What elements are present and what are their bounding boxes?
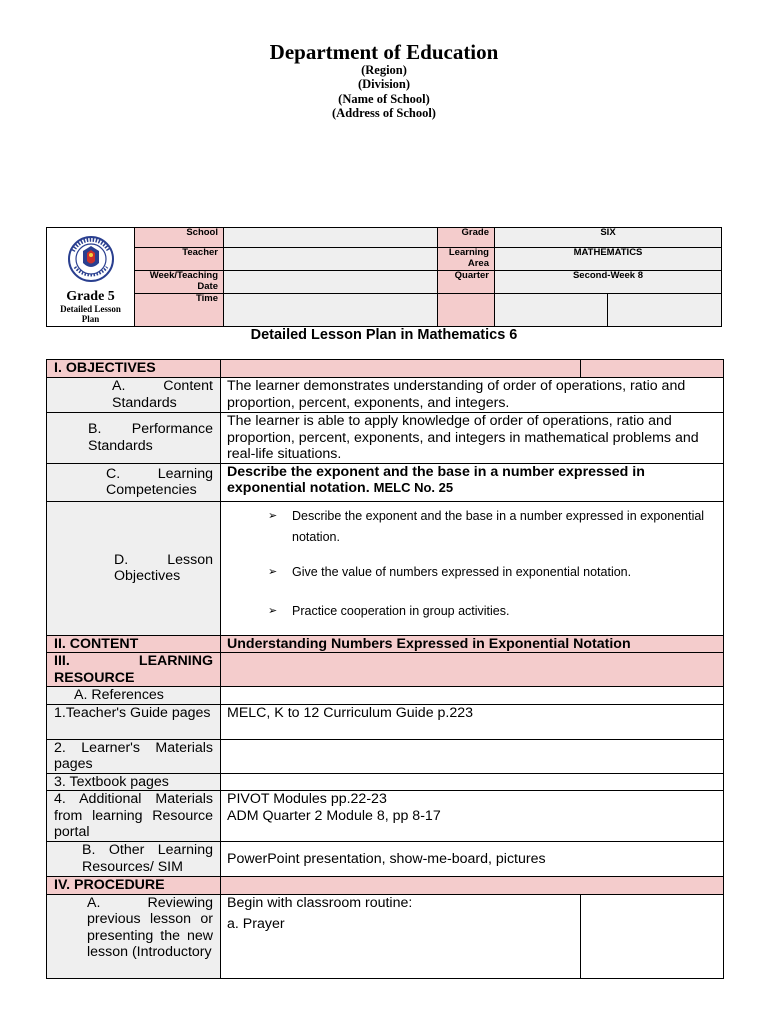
lesson-objectives-list <box>221 506 723 622</box>
quarter-value[interactable]: Second-Week 8 <box>495 271 722 294</box>
reviewing-label: A. Reviewing previous lesson or presenting the new lesson (Introductory <box>87 894 213 960</box>
references-value <box>221 687 724 705</box>
learners-materials-label: 2. Learner's Materials pages <box>54 739 213 772</box>
lesson-plan-table <box>46 359 724 979</box>
plan-title: Detailed Lesson Plan in Mathematics 6 <box>250 327 518 343</box>
content-standards-value: The learner demonstrates understanding of order of operations, ratio and proportion, percent, exponents, and integers. <box>221 378 724 413</box>
school-info-table <box>46 227 722 327</box>
region-line: (Region) <box>361 63 407 77</box>
other-resources-label-cell <box>47 842 221 877</box>
learning-area-label: Learning Area <box>438 248 495 271</box>
dlp-label: Detailed Lesson Plan <box>60 303 121 324</box>
other-resources-label: B. Other Learning Resources/ SIM <box>82 842 213 875</box>
classroom-routine: Begin with classroom routine: <box>227 894 413 911</box>
week-label: Week/Teaching Date <box>135 271 224 294</box>
reviewing-activity-cell <box>221 894 581 978</box>
objectives-heading: I. OBJECTIVES <box>47 360 221 378</box>
reviewing-label-cell <box>47 894 221 978</box>
content-value: Understanding Numbers Expressed in Exponential Notation <box>221 635 724 653</box>
learning-competencies-cell: Describe the exponent and the base in a number expressed in exponential notation. MELC No. 25 <box>221 463 724 501</box>
logo-cell <box>47 228 135 327</box>
time-extra-1 <box>438 294 495 327</box>
procedure-heading-blank <box>221 877 724 895</box>
school-name-line: (Name of School) <box>338 92 430 106</box>
learning-resource-blank <box>221 653 724 687</box>
teachers-guide-value: MELC, K to 12 Curriculum Guide p.223 <box>221 704 724 739</box>
teachers-guide-label: 1.Teacher's Guide pages <box>47 704 221 739</box>
quarter-label: Quarter <box>438 271 495 294</box>
textbook-value <box>221 773 724 791</box>
learning-competencies-value: Describe the exponent and the base in a number expressed in exponential notation <box>227 463 645 496</box>
time-extra-2 <box>495 294 608 327</box>
week-value[interactable] <box>224 271 438 294</box>
time-extra-3 <box>608 294 722 327</box>
school-address-line: (Address of School) <box>332 106 436 120</box>
objectives-heading-blank <box>221 360 581 378</box>
objectives-heading-blank-2 <box>581 360 724 378</box>
additional-materials-cell <box>221 791 724 842</box>
arrow-bullet-icon: ➢ <box>268 509 278 522</box>
textbook-label: 3. Textbook pages <box>47 773 221 791</box>
learning-resource-heading: III. LEARNING RESOURCE <box>47 653 221 687</box>
reviewing-notes-cell <box>581 894 724 978</box>
learning-competencies-label-cell <box>47 463 221 501</box>
grade-field-label: Grade <box>438 228 495 248</box>
lesson-objective-item: ➢ Describe the exponent and the base in a number expressed in exponential notation. <box>268 506 723 548</box>
lesson-objectives-label: D. Lesson Objectives <box>114 551 213 584</box>
performance-standards-label: B. Performance Standards <box>88 421 213 454</box>
prayer-item: a. Prayer <box>227 916 285 932</box>
arrow-bullet-icon: ➢ <box>268 604 278 617</box>
learning-competencies-label: C. Learning Competencies <box>106 465 213 498</box>
melc-number: MELC No. 25 <box>373 480 454 495</box>
lesson-objective-item: ➢ Give the value of numbers expressed in exponential notation. <box>268 562 723 583</box>
time-value[interactable] <box>224 294 438 327</box>
learners-materials-value <box>221 739 724 773</box>
division-line: (Division) <box>357 77 411 91</box>
performance-standards-label-cell <box>47 413 221 464</box>
grade-label: Grade 5 <box>66 288 115 304</box>
procedure-heading: IV. PROCEDURE <box>47 877 221 895</box>
school-label: School <box>135 228 224 248</box>
performance-standards-value: The learner is able to apply knowledge of order of operations, ratio and proportion, percent, exponents, and integers in mathematical problems and real-life situations. <box>221 413 724 464</box>
additional-materials-label: 4. Additional Materials from learning Resource portal <box>54 791 213 840</box>
lesson-objectives-cell <box>221 501 724 635</box>
teacher-value[interactable] <box>224 248 438 271</box>
other-resources-value: PowerPoint presentation, show-me-board, pictures <box>221 842 724 877</box>
additional-material-2: ADM Quarter 2 Module 8, pp 8-17 <box>227 807 441 824</box>
lesson-objective-item: ➢ Practice cooperation in group activities. <box>268 601 723 622</box>
school-value[interactable] <box>224 228 438 248</box>
time-label: Time <box>135 294 224 327</box>
grade-value[interactable]: SIX <box>495 228 722 248</box>
teacher-label: Teacher <box>135 248 224 271</box>
lesson-objectives-label-cell <box>47 501 221 635</box>
learning-area-value[interactable]: MATHEMATICS <box>495 248 722 271</box>
department-title: Department of Education <box>269 40 499 64</box>
additional-material-1: PIVOT Modules pp.22-23 <box>227 791 387 807</box>
content-heading: II. CONTENT <box>47 635 221 653</box>
content-standards-label-cell <box>47 378 221 413</box>
references-label: A. References <box>47 687 221 705</box>
additional-materials-label-cell <box>47 791 221 842</box>
arrow-bullet-icon: ➢ <box>268 565 278 578</box>
deped-seal-icon <box>67 233 115 285</box>
learners-materials-label-cell <box>47 739 221 773</box>
content-standards-label: A. Content Standards <box>112 378 213 411</box>
